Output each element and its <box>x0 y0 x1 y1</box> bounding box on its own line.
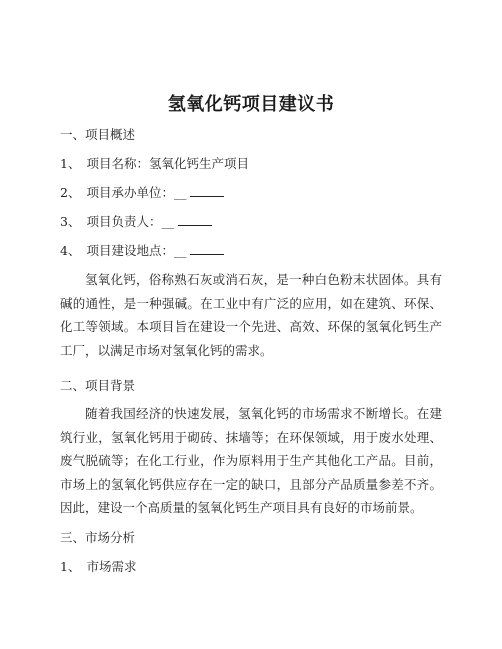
list-item-location <box>60 243 224 259</box>
blank-underline <box>190 244 224 255</box>
blank-underline <box>178 215 212 226</box>
section-heading-market: 三、市场分析 <box>60 530 136 545</box>
background-paragraph: 随着我国经济的快速发展，氢氧化钙的市场需求不断增长。在建筑行业，氢氧化钙用于砌砖、抹墙等；在环保领域，用于废水处理、废气脱硫等；在化工行业，作为原料用于生产其他化工产品。目前，市场上的氢氧化钙供应存在一定的缺口，且部分产品质量参差不齐。因此，建设一个高质量的氢氧化钙生产项目具有良好的市场前景。 <box>60 406 442 515</box>
list-item-project-name <box>60 156 249 172</box>
overview-paragraph: 氢氧化钙，俗称熟石灰或消石灰，是一种白色粉末状固体。具有碱的通性，是一种强碱。在工业中有广泛的应用，如在建筑、环保、化工等领域。本项目旨在建设一个先进、高效、环保的氢氧化钙生产工厂，以满足市场对氢氧化钙的需求。 <box>60 272 442 358</box>
list-item-market-demand <box>60 559 136 575</box>
list-item-text: 项目承办单位：__ <box>86 185 187 200</box>
list-item-number: 4、 <box>60 243 81 258</box>
list-item-number: 1、 <box>60 559 81 574</box>
blank-underline <box>190 186 224 197</box>
section-heading-overview: 一、项目概述 <box>60 127 136 142</box>
list-item-leader <box>60 214 212 230</box>
list-item-number: 2、 <box>60 185 81 200</box>
list-item-text: 项目名称：氢氧化钙生产项目 <box>86 156 249 171</box>
section-heading-background: 二、项目背景 <box>60 378 136 393</box>
list-item-text: 项目负责人：__ <box>86 214 174 229</box>
list-item-text: 项目建设地点：__ <box>86 243 187 258</box>
list-item-number: 1、 <box>60 156 81 171</box>
list-item-text: 市场需求 <box>86 559 137 574</box>
list-item-organizer <box>60 185 224 201</box>
document-title: 氢氧化钙项目建议书 <box>167 94 335 115</box>
list-item-number: 3、 <box>60 214 81 229</box>
